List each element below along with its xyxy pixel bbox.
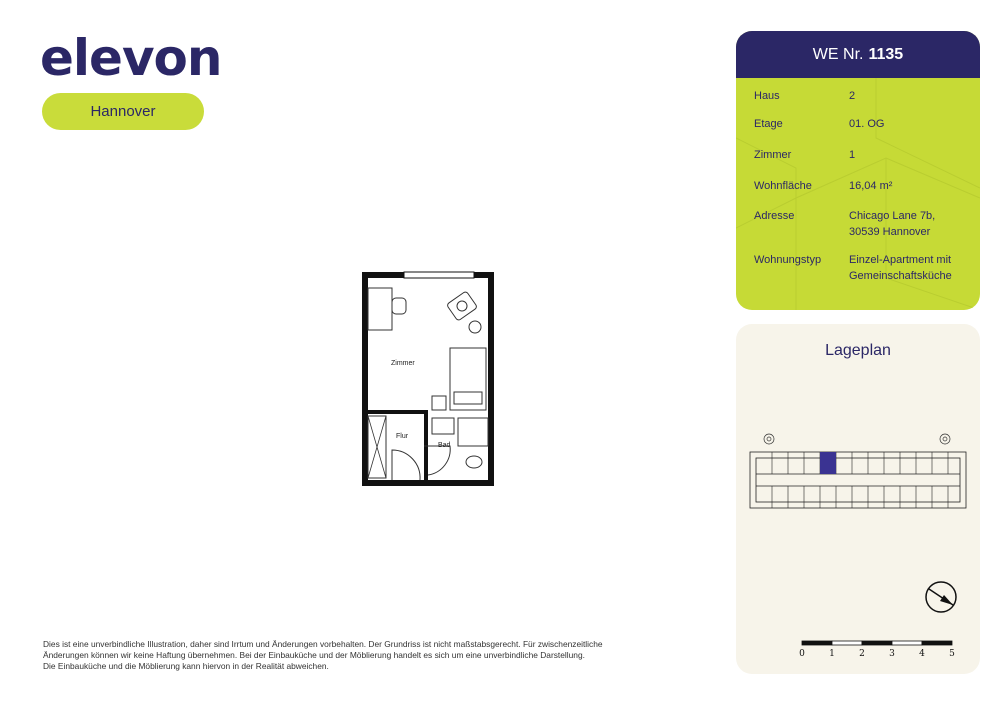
round-table: [469, 321, 481, 333]
scale-labels: [799, 649, 955, 659]
type-line-1: Einzel-Apartment mit: [849, 254, 952, 266]
detail-value: [849, 252, 980, 284]
room-label-bad: Bad: [438, 442, 451, 449]
unit-info-card: [736, 31, 980, 310]
scale-tick-label: 0: [799, 649, 805, 659]
toilet: [466, 456, 482, 468]
detail-row-haus: [754, 88, 856, 104]
detail-row-wohnflaeche: [754, 178, 893, 194]
scale-tick-label: 3: [889, 649, 895, 659]
site-plan-card: [736, 324, 980, 674]
room-label-zimmer: Zimmer: [391, 360, 415, 367]
pillow: [454, 392, 482, 404]
unit-number-header: [736, 31, 980, 78]
detail-row-adresse: [754, 208, 936, 238]
detail-row-wohnungstyp: [754, 252, 952, 282]
disclaimer-line: Die Einbauküche und die Möblierung kann hiervon in der Realität abweichen.: [43, 661, 329, 671]
north-arrow-icon: [926, 582, 956, 612]
detail-label: Adresse: [754, 210, 795, 222]
tree-icon: [764, 434, 950, 444]
window: [404, 272, 474, 278]
sink: [432, 418, 454, 434]
scale-tick-label: 5: [949, 649, 955, 659]
desk: [368, 288, 392, 330]
disclaimer-line: Dies ist eine unverbindliche Illustration, daher sind Irrtum und Änderungen vorbehalten. Der Grundriss ist nicht maßstabsgerecht. Für zwischenzeitliche: [43, 639, 603, 649]
chair: [392, 298, 406, 314]
room-dividers: [772, 452, 948, 508]
unit-number: 1135: [868, 45, 904, 63]
disclaimer-line: Änderungen können wir keine Haftung übernehmen. Bei der Einbauküche und der Möblierung handelt es sich um eine unverbindliche Darstellung.: [43, 650, 585, 660]
detail-label: Etage: [754, 118, 783, 130]
building-outline: [750, 452, 966, 508]
address-line-2: 30539 Hannover: [849, 226, 931, 238]
scale-tick-label: 2: [859, 649, 865, 659]
detail-value: [849, 208, 980, 240]
detail-label: Zimmer: [754, 149, 792, 161]
disclaimer: [43, 639, 673, 672]
detail-row-zimmer: [754, 147, 856, 163]
detail-value: 2: [849, 90, 856, 102]
bed: [450, 348, 486, 410]
elevon-logo: elevon: [40, 29, 222, 87]
detail-value: 1: [849, 149, 856, 161]
detail-value: 01. OG: [849, 118, 885, 130]
scale-tick-label: 1: [829, 649, 835, 659]
detail-row-etage: [754, 116, 885, 132]
type-line-2: Gemeinschaftsküche: [849, 270, 952, 282]
unit-prefix: WE Nr.: [812, 45, 864, 63]
highlighted-unit: [820, 452, 836, 474]
nightstand: [432, 396, 446, 410]
city-label: Hannover: [90, 103, 156, 120]
address-line-1: Chicago Lane 7b,: [849, 210, 936, 222]
detail-label: Wohnungstyp: [754, 254, 822, 266]
floor-plan: [358, 270, 498, 490]
site-plan-drawing: [736, 324, 980, 674]
detail-label: Haus: [754, 90, 780, 102]
entry-door: [392, 450, 420, 480]
detail-value: 16,04 m²: [849, 180, 893, 192]
city-badge: [42, 93, 204, 130]
detail-label: Wohnfläche: [754, 180, 812, 192]
shower: [458, 418, 488, 446]
room-label-flur: Flur: [396, 433, 409, 440]
scale-bar: [802, 641, 952, 645]
scale-tick-label: 4: [919, 649, 925, 659]
armchair: [446, 291, 477, 321]
site-plan-title: Lageplan: [825, 342, 891, 359]
bath-wall: [424, 414, 428, 480]
